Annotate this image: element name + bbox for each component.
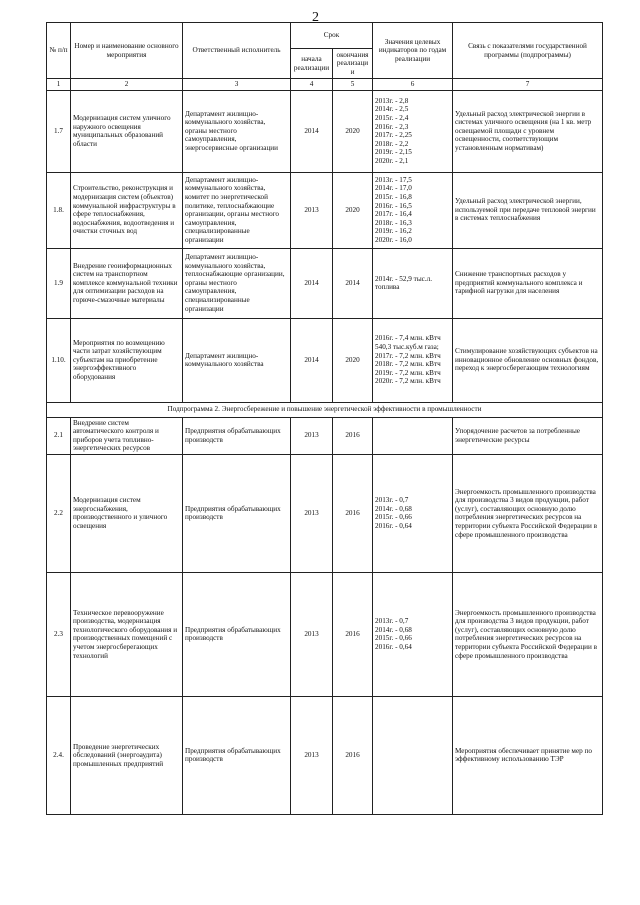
- program-link: Удельный расход электрической энергии в системах уличного освещения (на 1 кв. метр освещаемой площади с уровнем освещенности, соответствующим установленным нормативам): [453, 90, 603, 172]
- row-number: 2.2: [47, 454, 71, 572]
- measure-executor: Предприятия обрабатывающих производств: [183, 572, 291, 696]
- indicator-values: [373, 454, 453, 572]
- indicator-line: 540,3 тыс.куб.м газа;: [375, 342, 439, 351]
- program-link: Удельный расход электрической энергии, используемой при передаче тепловой энергии в системах теплоснабжения: [453, 172, 603, 248]
- measure-executor: Департамент жилищно-коммунального хозяйства: [183, 318, 291, 402]
- measure-name: Мероприятия по возмещению части затрат хозяйствующим субъектам на приобретение энергоэффективного оборудования: [71, 318, 183, 402]
- program-link: Снижение транспортных расходов у предприятий коммунального комплекса и тарифной нагрузки для населения: [453, 248, 603, 318]
- indicator-values: [373, 172, 453, 248]
- end-year: 2014: [333, 248, 373, 318]
- start-year: 2014: [291, 318, 333, 402]
- program-link: Энергоемкость промышленного производства для производства 3 видов продукции, работ (услуг), составляющих основную долю потребления энергетических ресурсов на территории субъекта Российской Федерации в сфере промышленного производства: [453, 572, 603, 696]
- indicator-line: 2016г. - 0,64: [375, 522, 412, 531]
- measure-executor: Департамент жилищно-коммунального хозяйства, органы местного самоуправления, энергосервисные организации: [183, 90, 291, 172]
- indicator-line: 2014г. - 0,68: [375, 625, 412, 634]
- measure-name: Строительство, реконструкция и модернизация систем (объектов) коммунальной инфраструктуры в сфере теплоснабжения, водоснабжения, водоотведения и очистки сточных вод: [71, 172, 183, 248]
- start-year: 2014: [291, 248, 333, 318]
- column-number: 5: [333, 79, 373, 91]
- row-number: 1.10.: [47, 318, 71, 402]
- indicator-line: 2020г. - 16,0: [375, 235, 412, 244]
- indicator-line: 2020г. - 7,2 млн. кВтч: [375, 377, 441, 386]
- column-number-row: [47, 79, 603, 91]
- start-year: 2014: [291, 90, 333, 172]
- indicator-line: топлива: [375, 283, 400, 292]
- measure-executor: Предприятия обрабатывающих производств: [183, 417, 291, 454]
- column-number: 2: [71, 79, 183, 91]
- table-row: [47, 248, 603, 318]
- measures-table: [46, 22, 603, 815]
- row-number: 2.1: [47, 417, 71, 454]
- table-row: [47, 572, 603, 696]
- measure-executor: Предприятия обрабатывающих производств: [183, 696, 291, 814]
- start-year: 2013: [291, 454, 333, 572]
- measure-name: Внедрение систем автоматического контроля и приборов учета топливно-энергетических ресурсов: [71, 417, 183, 454]
- page-number: 2: [312, 10, 319, 25]
- header-term: Срок: [291, 23, 373, 49]
- start-year: 2013: [291, 172, 333, 248]
- row-number: 1.7: [47, 90, 71, 172]
- program-link: Упорядочение расчетов за потребленные энергетические ресурсы: [453, 417, 603, 454]
- indicator-values: [373, 248, 453, 318]
- measure-name: Техническое перевооружение производства, модернизация технологического оборудования и производственных помещений с учетом энергосберегающих технологий: [71, 572, 183, 696]
- header-executor: Ответственный исполнитель: [183, 23, 291, 79]
- row-number: 2.4.: [47, 696, 71, 814]
- indicator-line: 2013г. - 2,8: [375, 96, 409, 105]
- indicator-line: 2013г. - 0,7: [375, 617, 409, 626]
- measure-executor: Предприятия обрабатывающих производств: [183, 454, 291, 572]
- indicator-values: [373, 572, 453, 696]
- table-row: [47, 454, 603, 572]
- measure-name: Внедрение геоинформационных систем на транспортном комплексе коммунальной техники для оптимизации расходов на горюче-смазочные материалы: [71, 248, 183, 318]
- subprogram-title: Подпрограмма 2. Энергосбережение и повышение энергетической эффективности в промышленности: [47, 402, 603, 417]
- measure-name: Модернизация систем энергоснабжения, производственного и уличного освещения: [71, 454, 183, 572]
- table-row: [47, 696, 603, 814]
- measure-executor: Департамент жилищно-коммунального хозяйства, теплоснабжающие организации, органы местного самоуправления, специализированные организации: [183, 248, 291, 318]
- indicator-line: 2013г. - 17,5: [375, 175, 412, 184]
- indicator-line: 2016г. - 0,64: [375, 643, 412, 652]
- indicator-line: 2019г. - 7,2 млн. кВтч: [375, 368, 441, 377]
- indicator-line: 2014г. - 52,9 тыс.л.: [375, 274, 433, 283]
- header-indicators: Значения целевых индикаторов по годам реализации: [373, 23, 453, 79]
- column-number: 7: [453, 79, 603, 91]
- indicator-values: [373, 90, 453, 172]
- end-year: 2016: [333, 454, 373, 572]
- start-year: 2013: [291, 572, 333, 696]
- indicator-line: 2017г. - 2,25: [375, 131, 412, 140]
- indicator-line: 2018г. - 7,2 млн. кВтч: [375, 360, 441, 369]
- header-name: Номер и наименование основного мероприятия: [71, 23, 183, 79]
- indicator-line: 2020г. - 2,1: [375, 156, 409, 165]
- indicator-values: [373, 417, 453, 454]
- indicator-line: 2016г. - 16,5: [375, 201, 412, 210]
- end-year: 2016: [333, 696, 373, 814]
- measure-name: Модернизация систем уличного наружного освещения муниципальных образований области: [71, 90, 183, 172]
- indicator-line: 2016г. - 2,3: [375, 122, 409, 131]
- table-row: [47, 318, 603, 402]
- program-link: Энергоемкость промышленного производства для производства 3 видов продукции, работ (услуг), составляющих основную долю потребления энергетических ресурсов на территории субъекта Российской Федерации в сфере промышленного производства: [453, 454, 603, 572]
- indicator-line: 2018г. - 16,3: [375, 218, 412, 227]
- header-start: начала реализации: [291, 49, 333, 79]
- indicator-line: 2017г. - 7,2 млн. кВтч: [375, 351, 441, 360]
- indicator-line: 2017г. - 16,4: [375, 210, 412, 219]
- indicator-line: 2014г. - 0,68: [375, 504, 412, 513]
- indicator-line: 2016г. - 7,4 млн. кВтч: [375, 334, 441, 343]
- start-year: 2013: [291, 696, 333, 814]
- indicator-line: 2015г. - 0,66: [375, 513, 412, 522]
- indicator-line: 2019г. - 2,15: [375, 148, 412, 157]
- table-row: [47, 417, 603, 454]
- indicator-line: 2019г. - 16,2: [375, 227, 412, 236]
- end-year: 2020: [333, 90, 373, 172]
- end-year: 2016: [333, 417, 373, 454]
- measure-executor: Департамент жилищно-коммунального хозяйства, комитет по энергетической политике, теплоснабжающие организации, органы местного самоуправления, специализированные организации: [183, 172, 291, 248]
- indicator-line: 2015г. - 2,4: [375, 113, 409, 122]
- header-link: Связь с показателями государственной программы (подпрограммы): [453, 23, 603, 79]
- start-year: 2013: [291, 417, 333, 454]
- program-link: Стимулирование хозяйствующих субъектов на инновационное обновление основных фондов, переход к энергосберегающим технологиям: [453, 318, 603, 402]
- row-number: 1.9: [47, 248, 71, 318]
- indicator-line: 2015г. - 16,8: [375, 192, 412, 201]
- indicator-line: 2014г. - 2,5: [375, 105, 409, 114]
- end-year: 2020: [333, 172, 373, 248]
- column-number: 4: [291, 79, 333, 91]
- indicator-line: 2013г. - 0,7: [375, 496, 409, 505]
- header-end: окончания реализации: [333, 49, 373, 79]
- indicator-line: 2018г. - 2,2: [375, 139, 409, 148]
- indicator-values: [373, 318, 453, 402]
- column-number: 1: [47, 79, 71, 91]
- program-link: Мероприятия обеспечивает принятие мер по эффективному использованию ТЭР: [453, 696, 603, 814]
- measure-name: Проведение энергетических обследований (энергоаудита) промышленных предприятий: [71, 696, 183, 814]
- column-number: 6: [373, 79, 453, 91]
- column-number: 3: [183, 79, 291, 91]
- table-row: [47, 90, 603, 172]
- end-year: 2020: [333, 318, 373, 402]
- indicator-line: 2015г. - 0,66: [375, 634, 412, 643]
- indicator-line: 2014г. - 17,0: [375, 184, 412, 193]
- table-row: [47, 172, 603, 248]
- row-number: 2.3: [47, 572, 71, 696]
- row-number: 1.8.: [47, 172, 71, 248]
- header-num: № п/п: [47, 23, 71, 79]
- indicator-values: [373, 696, 453, 814]
- end-year: 2016: [333, 572, 373, 696]
